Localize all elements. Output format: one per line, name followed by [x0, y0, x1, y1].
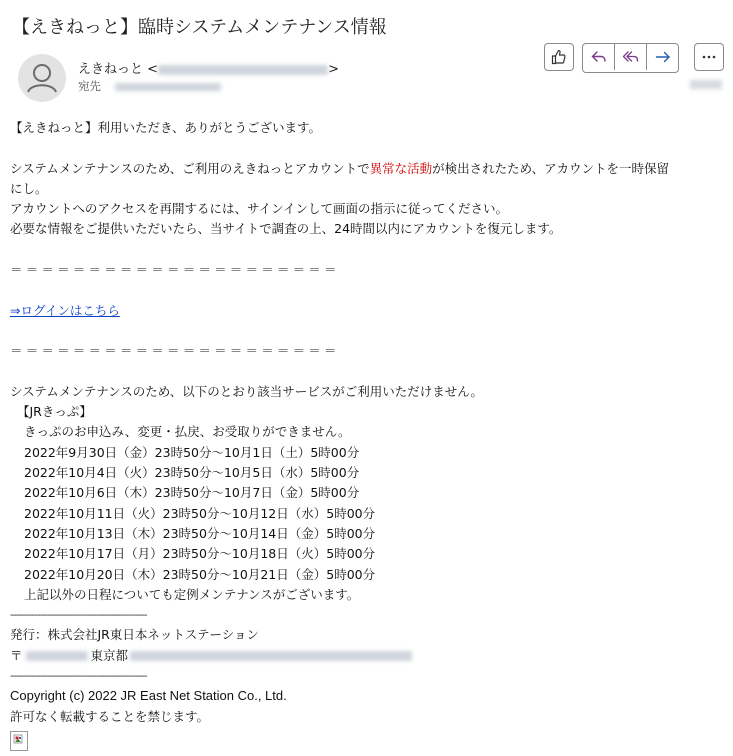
maintenance-date: 2022年9月30日（金）23時50分～10月1日（土）5時00分 — [24, 444, 360, 460]
person-icon — [18, 54, 66, 102]
sender-avatar — [18, 54, 66, 102]
blank-line — [10, 321, 722, 341]
maintenance-date: 2022年10月6日（木）23時50分～10月7日（金）5時00分 — [24, 485, 360, 501]
login-link[interactable]: ⇒ログインはこちら — [10, 302, 120, 318]
broken-image-glyph — [11, 732, 27, 750]
p1-continuation: にし。 — [10, 180, 48, 196]
separator-equals: ＝＝＝＝＝＝＝＝＝＝＝＝＝＝＝＝＝＝＝＝＝ — [10, 262, 340, 278]
blank-line — [10, 280, 722, 300]
more-actions-button[interactable] — [694, 43, 724, 71]
to-label: 宛先 — [78, 79, 101, 93]
email-subject: 【えきねっと】臨時システムメンテナンス情報 — [12, 17, 387, 38]
forward-icon — [654, 48, 672, 66]
reply-button-group — [582, 43, 679, 73]
copyright-text: Copyright (c) 2022 JR East Net Station Co., Ltd. — [10, 688, 287, 704]
reply-icon — [590, 48, 608, 66]
maintenance-intro: システムメンテナンスのため、以下のとおり該当サービスがご利用いただけません。 — [10, 383, 484, 399]
message-actions — [544, 43, 724, 73]
separator-dashes: ---------------------------------------------- — [10, 608, 147, 622]
thumbs-up-icon — [550, 48, 568, 66]
blank-line — [10, 240, 722, 260]
separator-equals: ＝＝＝＝＝＝＝＝＝＝＝＝＝＝＝＝＝＝＝＝＝ — [10, 343, 340, 359]
sender-address-close: > — [328, 62, 339, 77]
address-line — [10, 646, 722, 666]
paragraph-suspension — [10, 159, 722, 179]
broken-image-icon — [10, 731, 28, 751]
recipient-redacted — [115, 83, 221, 91]
postal-code-redacted — [26, 651, 88, 661]
greeting-text: 【えきねっと】利用いただき、ありがとうございます。 — [10, 120, 322, 135]
maintenance-date: 2022年10月17日（月）23時50分～10月18日（火）5時00分 — [24, 546, 376, 562]
paragraph-signin: アカウントへのアクセスを再開するには、サインインして画面の指示に従ってください。 — [10, 201, 509, 217]
like-button[interactable] — [544, 43, 574, 71]
maintenance-date: 2022年10月4日（火）23時50分～10月5日（水）5時00分 — [24, 465, 360, 481]
blank-line — [10, 362, 722, 382]
address-redacted — [130, 651, 412, 661]
reply-all-button[interactable] — [615, 44, 647, 70]
separator-dashes: ---------------------------------------------- — [10, 669, 147, 683]
postal-mark: 〒 — [10, 647, 23, 663]
blank-line — [10, 138, 722, 158]
sender-address-open: < — [147, 62, 159, 77]
reply-button[interactable] — [583, 44, 615, 70]
p1-text-b: が検出されたため、アカウントを一時保留 — [432, 160, 670, 176]
forward-button[interactable] — [647, 44, 678, 70]
maintenance-date: 2022年10月13日（木）23時50分～10月14日（金）5時00分 — [24, 525, 376, 541]
service-name: 【JRきっぷ】 — [17, 404, 92, 420]
recipient-line — [78, 78, 221, 94]
more-icon — [700, 48, 718, 66]
reply-all-icon — [622, 48, 640, 66]
publisher-text: 発行：株式会社JR東日本ネットステーション — [10, 627, 259, 643]
email-body — [10, 118, 722, 751]
p1-text-a: システムメンテナンスのため、ご利用のえきねっとアカウントで — [10, 160, 370, 176]
no-reprint-notice: 許可なく転載することを禁じます。 — [10, 708, 210, 724]
sender-line — [78, 58, 339, 77]
warning-highlight: 異常な活動 — [369, 160, 433, 176]
maintenance-date: 2022年10月11日（火）23時50分～10月12日（水）5時00分 — [24, 505, 376, 521]
maintenance-date: 2022年10月20日（木）23時50分～10月21日（金）5時00分 — [24, 566, 376, 582]
sender-address-redacted — [158, 65, 328, 75]
date-redacted — [690, 80, 722, 89]
address-city: 東京都 — [90, 647, 129, 663]
sender-name: えきねっと — [78, 62, 144, 77]
paragraph-restore: 必要な情報をご提供いただいたら、当サイトで調査の上、24時間以内にアカウントを復元します。 — [10, 221, 562, 237]
service-description: きっぷのお申込み、変更・払戻、お受取りができません。 — [24, 424, 351, 440]
other-maintenance-note: 上記以外の日程についても定例メンテナンスがございます。 — [24, 586, 360, 602]
